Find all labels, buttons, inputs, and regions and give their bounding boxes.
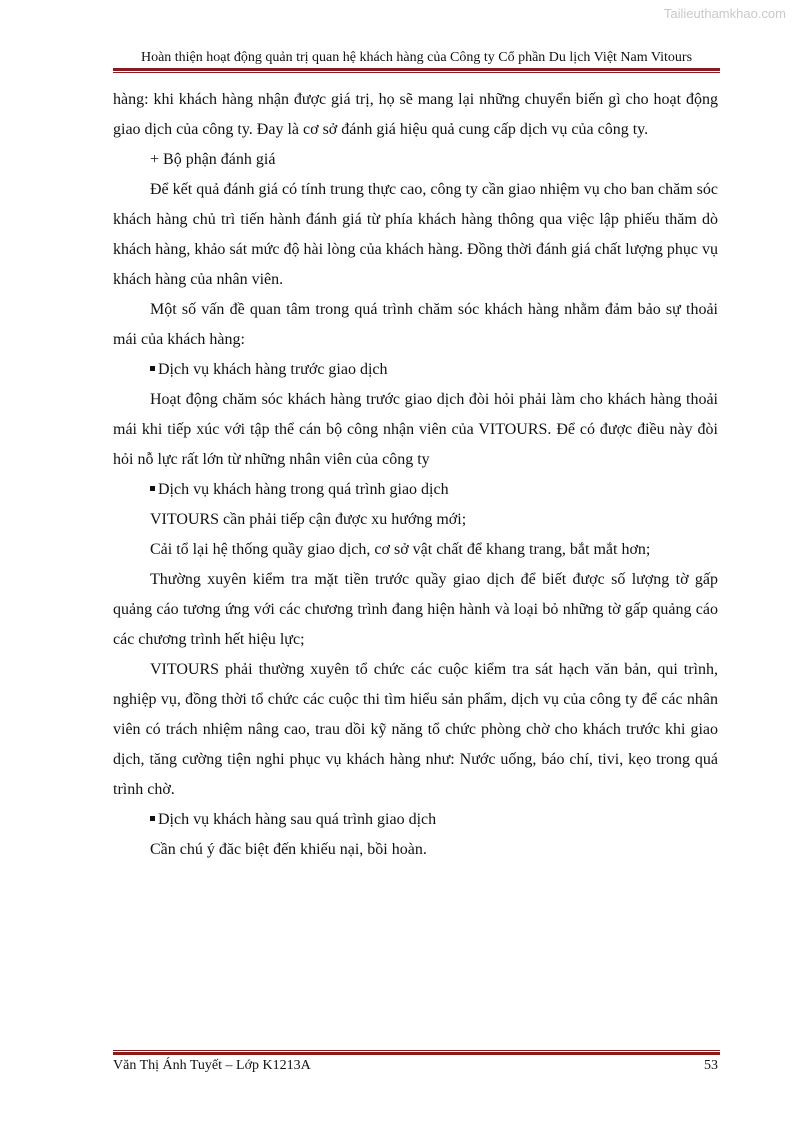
paragraph: Thường xuyên kiểm tra mặt tiền trước quầy giao dịch để biết được số lượng tờ gấp quảng cáo tương ứng với các chương trình đang hiện hành và loại bỏ những tờ gấp quảng cáo các chương trình hết hiệu lực;	[113, 571, 718, 648]
bullet-text: Dịch vụ khách hàng trước giao dịch	[158, 361, 388, 378]
paragraph: VITOURS cần phải tiếp cận được xu hướng mới;	[150, 511, 467, 528]
paragraph: hàng: khi khách hàng nhận được giá trị, họ sẽ mang lại những chuyển biến gì cho hoạt động giao dịch của công ty. Đay là cơ sở đánh giá hiệu quả cung cấp dịch vụ của công ty.	[113, 91, 718, 138]
body-content	[113, 85, 718, 865]
bullet-item	[113, 805, 718, 835]
paragraph: Một số vấn đề quan tâm trong quá trình chăm sóc khách hàng nhằm đảm bảo sự thoải mái của khách hàng:	[113, 301, 718, 348]
paragraph: Cần chú ý đăc biệt đến khiếu nại, bồi hoàn.	[150, 841, 427, 858]
paragraph: Hoạt động chăm sóc khách hàng trước giao dịch đòi hỏi phải làm cho khách hàng thoải mái khi tiếp xúc với tập thể cán bộ công nhận viên của VITOURS. Để có được điều này đòi hỏi nỗ lực rất lớn từ những nhân viên của công ty	[113, 391, 718, 468]
bullet-item	[113, 355, 718, 385]
footer-author: Văn Thị Ánh Tuyết – Lớp K1213A	[113, 1058, 311, 1073]
watermark: Tailieuthamkhao.com	[663, 6, 786, 21]
bullet-text: Dịch vụ khách hàng trong quá trình giao dịch	[158, 481, 449, 498]
paragraph: Để kết quả đánh giá có tính trung thực cao, công ty cần giao nhiệm vụ cho ban chăm sóc khách hàng chủ trì tiến hành đánh giá từ phía khách hàng thông qua việc lập phiếu thăm dò khách hàng, khảo sát mức độ hài lòng của khách hàng. Đồng thời đánh giá chất lượng phục vụ khách hàng của nhân viên.	[113, 181, 718, 288]
square-bullet-icon	[150, 486, 155, 491]
paragraph: VITOURS phải thường xuyên tổ chức các cuộc kiểm tra sát hạch văn bản, qui trình, nghiệp vụ, đồng thời tổ chức các cuộc thi tìm hiểu sản phẩm, dịch vụ của công ty để các nhân viên có trách nhiệm nâng cao, trau dồi kỹ năng tổ chức phòng chờ cho khách trước khi giao dịch, tăng cường tiện nghi phục vụ khách hàng như: Nước uống, báo chí, tivi, kẹo trong quá trình chờ.	[113, 661, 718, 798]
paragraph: Cải tổ lại hệ thống quầy giao dịch, cơ sở vật chất để khang trang, bắt mắt hơn;	[150, 541, 651, 558]
page-number: 53	[704, 1058, 718, 1073]
header-divider	[113, 68, 720, 73]
bullet-item	[113, 475, 718, 505]
section-heading: + Bộ phận đánh giá	[150, 151, 276, 168]
footer-divider	[113, 1050, 720, 1055]
bullet-text: Dịch vụ khách hàng sau quá trình giao dịch	[158, 811, 437, 828]
square-bullet-icon	[150, 366, 155, 371]
square-bullet-icon	[150, 816, 155, 821]
page-header-title: Hoàn thiện hoạt động quản trị quan hệ khách hàng của Công ty Cổ phần Du lịch Việt Nam Vitours	[140, 50, 693, 65]
